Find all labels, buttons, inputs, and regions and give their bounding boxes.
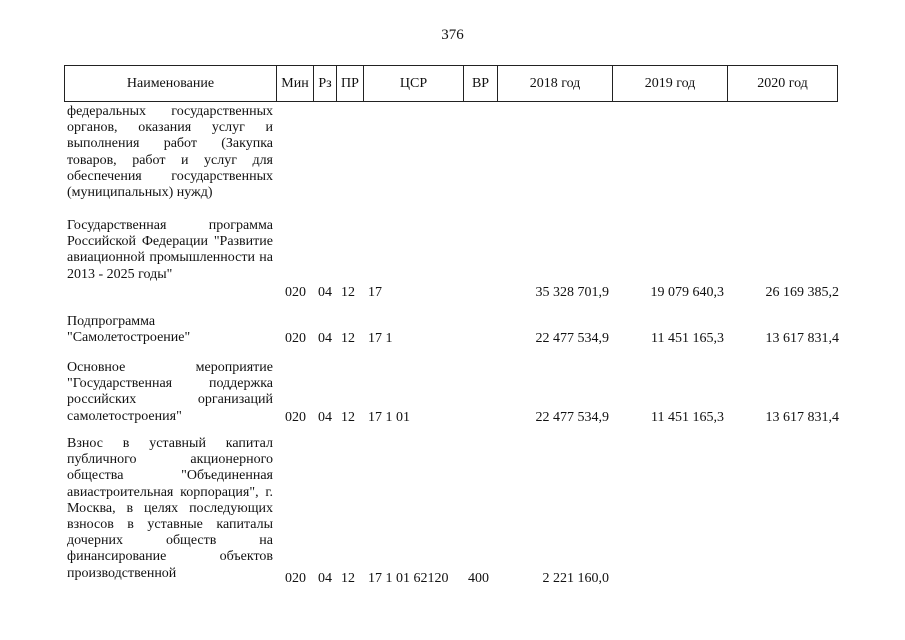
row-2018: 22 477 534,9	[535, 331, 609, 346]
header-vr: ВР	[463, 66, 497, 101]
row-2019: 11 451 165,3	[651, 410, 724, 425]
row-csr: 17 1 01	[368, 410, 410, 425]
page-number: 376	[441, 27, 464, 43]
row-rz: 04	[318, 331, 332, 346]
row-2019: 19 079 640,3	[650, 285, 724, 300]
row-min: 020	[285, 285, 306, 300]
row-rz: 04	[318, 285, 332, 300]
row-pr: 12	[341, 331, 355, 346]
row-2020: 13 617 831,4	[765, 331, 839, 346]
header-rz: Рз	[313, 66, 336, 101]
row-csr: 17	[368, 285, 382, 300]
row-min: 020	[285, 410, 306, 425]
table-header	[64, 65, 838, 102]
row-name: федеральных государственных органов, оказания услуг и выполнения работ (Закупка товаров, работ и услуг для обеспечения государственных (муниципальных) нужд)	[67, 104, 273, 201]
row-2020: 26 169 385,2	[765, 285, 839, 300]
header-pr: ПР	[336, 66, 363, 101]
header-name: Наименование	[126, 76, 215, 91]
row-2020: 13 617 831,4	[765, 410, 839, 425]
row-2018: 22 477 534,9	[535, 410, 609, 425]
row-name: Взнос в уставный капитал публичного акционерного общества "Объединенная авиастроительная корпорация", г. Москва, в целях последующих взносов в уставные капиталы дочерних обществ на финансирование объектов производственной	[67, 436, 273, 581]
row-vr: 400	[468, 571, 489, 586]
row-2018: 2 221 160,0	[542, 571, 609, 586]
header-2018: 2018 год	[497, 66, 612, 101]
row-rz: 04	[318, 410, 332, 425]
row-pr: 12	[341, 571, 355, 586]
row-2019: 11 451 165,3	[651, 331, 724, 346]
header-2020: 2020 год	[727, 66, 837, 101]
row-min: 020	[285, 571, 306, 586]
row-min: 020	[285, 331, 306, 346]
row-name: Основное мероприятие "Государственная поддержка российских организаций самолетостроения"	[67, 360, 273, 424]
row-name: Государственная программа Российской Федерации "Развитие авиационной промышленности на 2013 - 2025 годы"	[67, 218, 273, 282]
header-2019: 2019 год	[612, 66, 727, 101]
row-csr: 17 1 01 62120	[368, 571, 449, 586]
row-name: Подпрограмма "Самолетостроение"	[67, 314, 191, 346]
row-rz: 04	[318, 571, 332, 586]
header-csr: ЦСР	[363, 66, 463, 101]
row-pr: 12	[341, 285, 355, 300]
header-min: Мин	[276, 66, 313, 101]
row-csr: 17 1	[368, 331, 393, 346]
row-2018: 35 328 701,9	[535, 285, 609, 300]
row-pr: 12	[341, 410, 355, 425]
